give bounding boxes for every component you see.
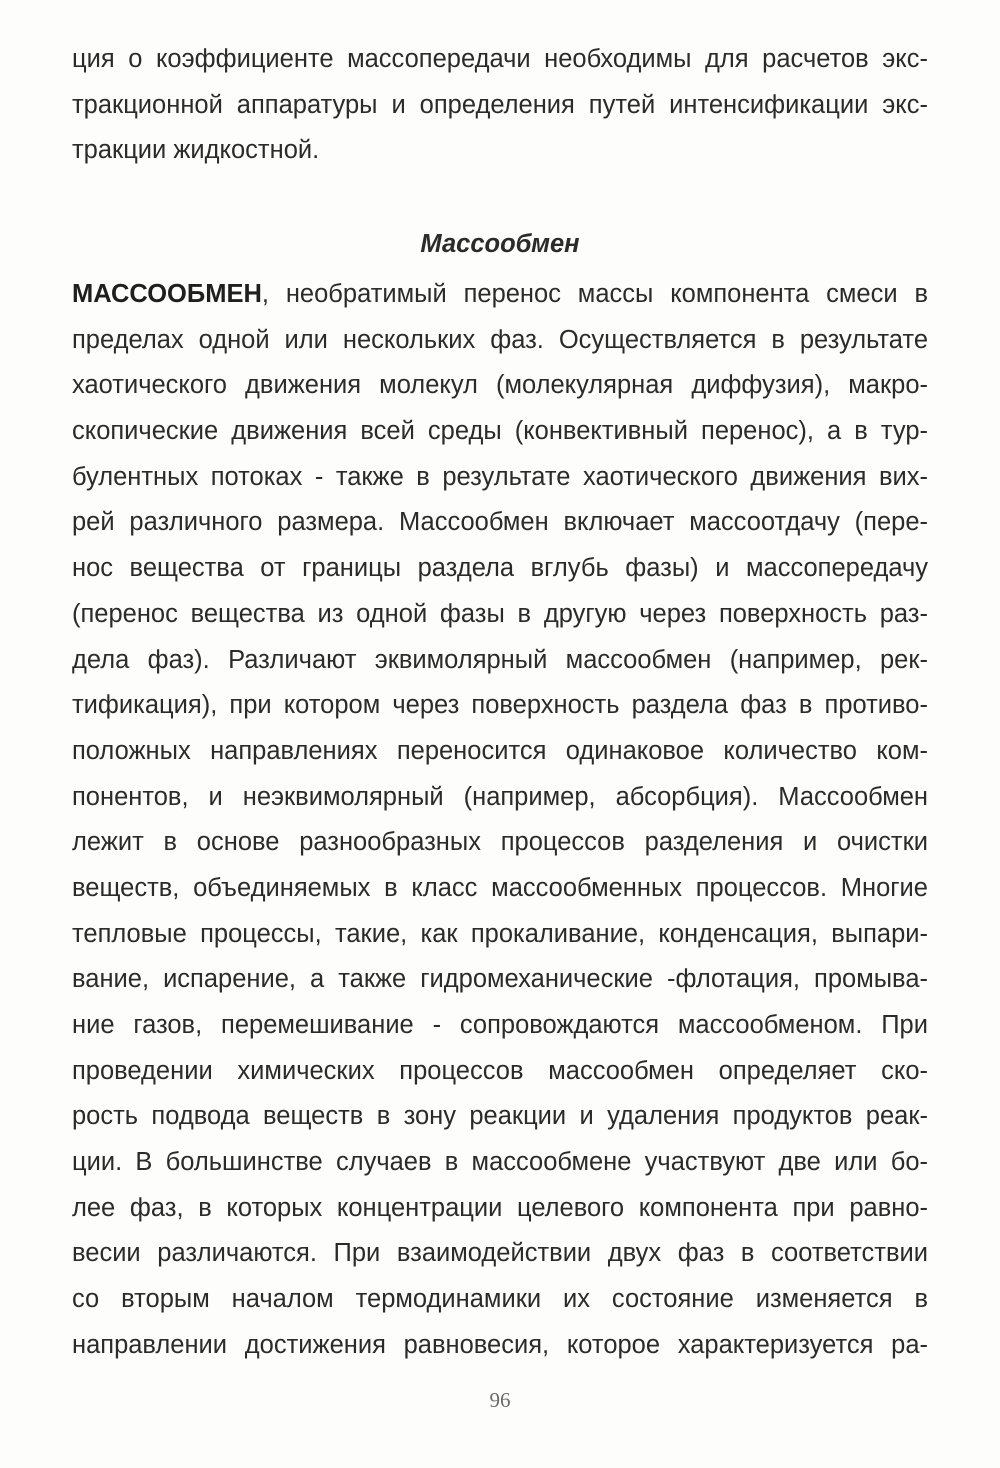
text-line: скопические движения всей среды (конвективный перенос), а в тур- [72,417,928,446]
text-line: рей различного размера. Массообмен включает массоотдачу (пере- [72,508,928,537]
term-heading: МАССООБМЕН [72,280,262,308]
text-line: ции. В большинстве случаев в массообмене участвуют две или бо- [72,1148,928,1177]
text-line: направлении достижения равновесия, которое характеризуется ра- [72,1330,928,1359]
text-line: лежит в основе разнообразных процессов разделения и очистки [72,828,928,857]
text-line: нос вещества от границы раздела вглубь фазы) и массопередачу [72,554,928,583]
body-paragraph [72,272,928,1369]
page-number: 96 [489,1388,511,1412]
text-line: проведении химических процессов массообмен определяет ско- [72,1056,928,1085]
text-line: весии различаются. При взаимодействии двух фаз в соответствии [72,1239,928,1268]
first-line-rest: , необратимый перенос массы компонента смеси в [261,280,928,308]
text-line: ние газов, перемешивание - сопровождаются массообменом. При [72,1011,928,1039]
text-line: дела фаз). Различают эквимолярный массообмен (например, рек- [72,645,928,674]
text-line: положных направлениях переносится одинаковое количество ком- [72,736,928,765]
text-line: рость подвода веществ в зону реакции и удаления продуктов реак- [72,1102,928,1131]
section-title: Массообмен [420,230,580,258]
text-line: лее фаз, в которых концентрации целевого компонента при равно- [72,1193,928,1222]
text-line: веществ, объединяемых в класс массообменных процессов. Многие [72,873,928,902]
text-line: понентов, и неэквимолярный (например, абсорбция). Массообмен [72,782,928,811]
text-line: вание, испарение, а также гидромеханические -флотация, промыва- [72,965,928,994]
text-line: со вторым началом термодинамики их состояние изменяется в [72,1285,928,1314]
text-line: булентных потоках - также в результате хаотического движения вих- [72,462,928,491]
text-line: пределах одной или нескольких фаз. Осуществляется в результате [72,325,928,354]
text-line-first [72,272,928,318]
text-line: тракции жидкостной. [72,136,320,165]
text-line: тракционной аппаратуры и определения путей интенсификации экс- [72,90,928,119]
text-line: хаотического движения молекул (молекулярная диффузия), макро- [72,371,928,400]
text-line: ция о коэффициенте массопередачи необходимы для расчетов экс- [72,45,928,73]
text-line: тификация), при котором через поверхность раздела фаз в противо- [72,691,928,720]
text-line: (перенос вещества из одной фазы в другую через поверхность раз- [72,599,928,628]
intro-paragraph [72,37,928,174]
text-line: тепловые процессы, такие, как прокаливание, конденсация, выпари- [72,919,928,948]
